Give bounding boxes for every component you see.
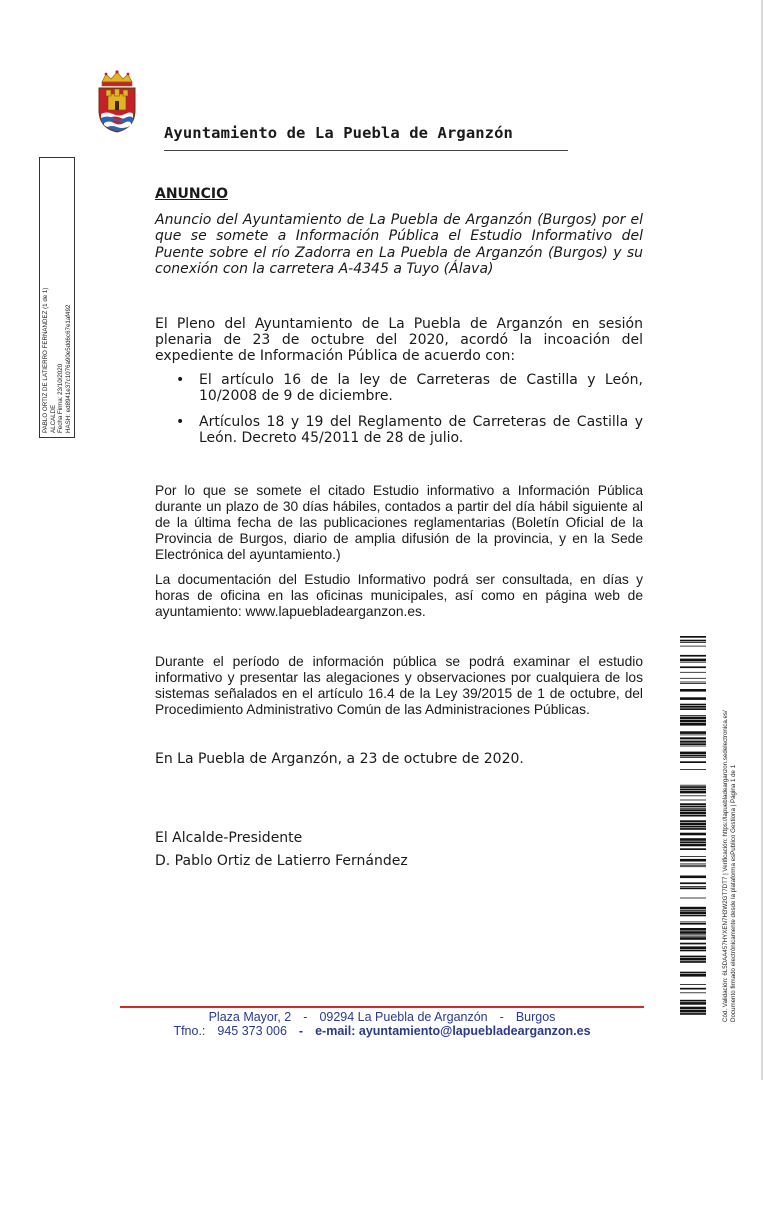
signature-role: ALCALDE (49, 404, 57, 433)
barcode-bar (680, 708, 706, 710)
barcode-bar (680, 958, 706, 961)
barcode-bar (680, 943, 706, 945)
barcode-bar (680, 911, 706, 914)
barcode-bar (680, 1010, 706, 1013)
list-item-text: Artículos 18 y 19 del Reglamento de Carreteras de Castilla y León. Decreto 45/2011 de 28 de julio. (199, 414, 643, 446)
footer-separator: - (499, 1010, 504, 1024)
signature-hash: HASH: ed8941e37c1076a90e5dd6c67e1af492 (64, 304, 72, 433)
footer-address-line (120, 1010, 644, 1024)
intro-paragraph: Anuncio del Ayuntamiento de La Puebla de Arganzón (Burgos) por el que se somete a Información Pública el Estudio Informativo del Puente sobre el río Zadorra en La Puebla de Arganzón (Burgos) y su conexión con la carretera A-4345 a Tuyo (Álava) (155, 212, 643, 277)
barcode-bar (680, 761, 706, 763)
footer-province: Burgos (515, 1010, 556, 1024)
bullet-icon: • (176, 372, 185, 388)
barcode-bar (680, 848, 706, 850)
barcode-bar (680, 972, 706, 974)
barcode-bar (680, 743, 706, 745)
barcode-bar (680, 706, 706, 708)
legal-basis-list (155, 372, 643, 456)
signer-name: D. Pablo Ortiz de Latierro Fernández (155, 853, 408, 869)
barcode-bar (680, 683, 706, 684)
barcode-bar (680, 961, 706, 963)
barcode-bar (680, 769, 706, 770)
barcode-bar (680, 859, 706, 862)
barcode-bar (680, 662, 706, 663)
footer-postal: 09294 La Puebla de Arganzón (319, 1010, 488, 1024)
barcode-bar (680, 642, 706, 643)
list-item-text: El artículo 16 de la ley de Carreteras de Castilla y León, 10/2008 de 9 de diciembre. (199, 372, 643, 404)
footer-separator: - (298, 1024, 304, 1038)
municipal-crest-icon (96, 70, 138, 134)
verification-code: Cód. Validación: 6L5DAA457HYXEN7H3W2GT7DT7 | Verificación: https://lapuebladearganzon.sedelectronica.es/ (722, 710, 729, 1022)
barcode-bar (680, 746, 706, 747)
footer-address: Plaza Mayor, 2 (208, 1010, 292, 1024)
barcode-bar (680, 659, 706, 662)
barcode-bar (680, 820, 706, 822)
barcode-bar (680, 910, 706, 911)
footer-separator: - (303, 1010, 308, 1024)
barcode-bar (680, 737, 706, 739)
barcode-bar (680, 838, 706, 841)
barcode-bar (680, 795, 706, 796)
barcode-bar (680, 898, 706, 899)
list-item (155, 372, 643, 404)
barcode-bar (680, 812, 706, 815)
barcode-bar (680, 1002, 706, 1005)
barcode-bar (680, 922, 706, 923)
footer-phone: 945 373 006 (217, 1024, 287, 1038)
verification-barcode-icon (680, 636, 706, 1020)
barcode-bar (680, 974, 706, 977)
verification-text (718, 710, 748, 1212)
footer-email-link[interactable]: ayuntamiento@lapuebladearganzon.es (358, 1024, 591, 1038)
list-item (155, 414, 643, 446)
barcode-bar (680, 791, 706, 794)
barcode-bar (680, 988, 706, 990)
barcode-bar (680, 704, 706, 706)
barcode-bar (680, 865, 706, 866)
barcode-bar (680, 655, 706, 657)
barcode-bar (680, 757, 706, 758)
barcode-bar (680, 689, 706, 692)
barcode-bar (680, 841, 706, 843)
barcode-bar (680, 717, 706, 720)
barcode-bar (680, 646, 706, 647)
barcode-bar (680, 682, 706, 683)
organization-title: Ayuntamiento de La Puebla de Arganzón (164, 124, 513, 142)
barcode-bar (680, 697, 706, 700)
barcode-bar (680, 864, 706, 865)
barcode-bar (680, 907, 706, 910)
paragraph-alegaciones: Durante el período de información pública se podrá examinar el estudio informativo y presentar las alegaciones y observaciones por cualquiera de los sistemas señalados en el artículo 16.4 de la Ley 39/2015 de 1 de octubre, del Procedimiento Administrativo Común de las Administraciones Públicas. (155, 654, 643, 717)
barcode-bar (680, 666, 706, 668)
barcode-bar (680, 789, 706, 791)
barcode-bar (680, 956, 706, 958)
barcode-bar (680, 937, 706, 940)
barcode-bar (680, 678, 706, 679)
footer-email-label: e-mail: (315, 1024, 356, 1038)
barcode-bar (680, 856, 706, 857)
barcode-bar (680, 803, 706, 805)
barcode-bar (680, 672, 706, 673)
bullet-icon: • (176, 414, 185, 430)
barcode-bar (680, 876, 706, 879)
signature-stamp (39, 157, 75, 438)
signature-date: Fecha Firma: 23/10/2020 (57, 363, 64, 433)
barcode-bar (680, 1007, 706, 1010)
barcode-bar (680, 866, 706, 867)
paragraph-plazo: Por lo que se somete el citado Estudio informativo a Información Pública durante un plazo de 30 días hábiles, contados a partir del día hábil siguiente al de la última fecha de las publicaciones reglamentarias (Boletín Oficial de la Provincia de Burgos, diario de amplia difusión de la provincia, y en la Sede Electrónica del ayuntamiento.) (155, 483, 643, 562)
barcode-bar (680, 946, 706, 949)
title-underline (164, 150, 568, 151)
barcode-bar (680, 800, 706, 801)
paragraph-pleno: El Pleno del Ayuntamiento de La Puebla de Arganzón en sesión plenaria de 23 de octubre del 2020, acordó la incoación del expediente de Información Pública de acuerdo con: (155, 316, 643, 364)
barcode-bar (680, 636, 706, 638)
barcode-bar (680, 815, 706, 817)
barcode-bar (680, 723, 706, 726)
signature-stamp-text (42, 163, 72, 433)
barcode-bar (680, 808, 706, 809)
barcode-bar (680, 931, 706, 934)
signer-title: El Alcalde-Presidente (155, 830, 303, 846)
barcode-bar (680, 715, 706, 716)
paragraph-documentacion: La documentación del Estudio Informativo podrá ser consultada, en días y horas de oficina en las oficinas municipales, así como en página web de ayuntamiento: www.lapuebladearganzon.es. (155, 572, 643, 619)
barcode-bar (680, 826, 706, 828)
barcode-bar (680, 720, 706, 723)
barcode-bar (680, 740, 706, 741)
barcode-bar (680, 1000, 706, 1002)
barcode-bar (680, 915, 706, 917)
barcode-bar (680, 731, 706, 734)
barcode-bar (680, 741, 706, 743)
barcode-bar (680, 785, 706, 786)
barcode-bar (680, 928, 706, 931)
barcode-bar (680, 936, 706, 937)
barcode-bar (680, 752, 706, 755)
place-and-date: En La Puebla de Arganzón, a 23 de octubre de 2020. (155, 751, 524, 767)
barcode-bar (680, 786, 706, 788)
footer-phone-label: Tfno.: (173, 1024, 206, 1038)
barcode-bar (680, 823, 706, 826)
barcode-bar (680, 888, 706, 890)
verification-platform: Documento firmado electrónicamente desde la plataforma esPublico Gestiona | Página 1 de 1 (730, 764, 737, 1022)
signature-signer: PABLO ORTIZ DE LATIERRO FERNANDEZ (1 de 1) (41, 287, 49, 433)
barcode-bar (680, 923, 706, 925)
barcode-bar (680, 735, 706, 736)
barcode-bar (680, 844, 706, 847)
barcode-bar (680, 1013, 706, 1015)
barcode-bar (680, 833, 706, 836)
barcode-bar (680, 755, 706, 757)
barcode-bar (680, 886, 706, 887)
footer-divider (120, 1006, 644, 1008)
barcode-bar (680, 640, 706, 642)
barcode-bar (680, 806, 706, 808)
barcode-bar (680, 950, 706, 952)
footer-contact-line (120, 1024, 644, 1038)
signer-block (155, 827, 408, 873)
barcode-bar (680, 828, 706, 830)
barcode-bar (680, 934, 706, 935)
barcode-bar (680, 809, 706, 811)
barcode-bar (680, 984, 706, 985)
verification-text-rotated (722, 642, 738, 1022)
barcode-bar (680, 882, 706, 884)
barcode-bar (680, 992, 706, 993)
document-heading: ANUNCIO (155, 186, 229, 202)
